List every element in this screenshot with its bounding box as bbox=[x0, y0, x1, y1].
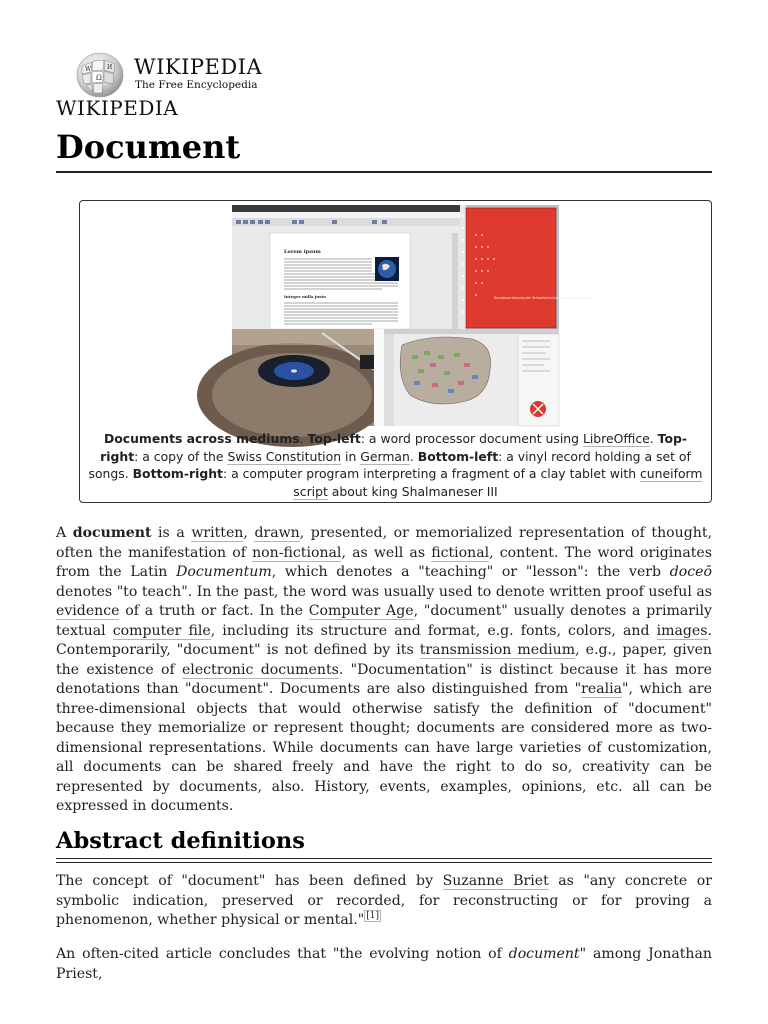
wikipedia-globe-logo[interactable] bbox=[74, 52, 126, 98]
link-fictional[interactable]: fictional bbox=[431, 544, 490, 561]
section-divider-secondary bbox=[56, 862, 712, 863]
caption-label-top-left: Top-left bbox=[307, 431, 361, 446]
term-document: document bbox=[72, 525, 152, 541]
citation-ref-1[interactable]: [1] bbox=[366, 911, 379, 922]
tile-word-processor bbox=[232, 205, 460, 329]
term-documentum: Documentum bbox=[176, 564, 272, 580]
abstract-paragraph-1: The concept of "document" has been defined by Suzanne Briet as "any concrete or symbolic indication, preserved or recorded, for reconstructing or for proving a phenomenon, whether physical or mental." [1] bbox=[56, 873, 712, 928]
section-heading-abstract-definitions: Abstract definitions bbox=[56, 828, 305, 854]
link-written[interactable]: written bbox=[191, 525, 244, 541]
svg-text:И: И bbox=[107, 64, 113, 71]
tile-clay-tablet-software bbox=[384, 329, 559, 426]
tile-swiss-constitution bbox=[460, 205, 592, 329]
term-document-italic: document bbox=[508, 946, 580, 962]
link-libreoffice[interactable]: LibreOffice bbox=[582, 431, 650, 446]
caption-label-bottom-left: Bottom-left bbox=[417, 448, 499, 464]
link-computer-age[interactable]: Computer Age bbox=[308, 603, 414, 619]
term-doceo: doceō bbox=[669, 564, 712, 580]
page-title: Document bbox=[56, 128, 241, 166]
tile-wp-heading2: Integer nulla justo bbox=[284, 294, 326, 299]
caption-label-top-right: Top-right bbox=[100, 431, 688, 464]
site-wordmark-secondary[interactable]: WIKIPEDIA bbox=[56, 96, 179, 120]
tile-constitution-text: Bundesverfassung der Schweizerischen Eidgenossenschaft bbox=[494, 296, 592, 300]
link-evidence[interactable]: evidence bbox=[56, 603, 120, 619]
link-swiss-constitution[interactable]: Swiss Constitution bbox=[227, 448, 342, 464]
infobox-figure bbox=[79, 200, 712, 503]
link-electronic-documents[interactable]: electronic documents bbox=[181, 661, 339, 678]
link-non-fictional[interactable]: non-fictional bbox=[252, 544, 342, 561]
svg-text:Ω: Ω bbox=[96, 74, 102, 82]
link-realia[interactable]: realia bbox=[581, 681, 623, 697]
abstract-paragraph-2: An often-cited article concludes that "the evolving notion of document" among Jonathan Priest, bbox=[56, 946, 712, 982]
intro-paragraph: A document is a written, drawn, presented, or memorialized representation of thought, often the manifestation of non-fictional, as well as fictional, content. The word originates from the Latin Documentum, which denotes a "teaching" or "lesson": the verb doceō denotes "to teach". In the past, the word was usually used to denote written proof useful as evidence of a truth or fact. In the Computer Age, "document" usually denotes a primarily textual computer file, including its structure and format, e.g. fonts, colors, and images. Contemporarily, "document" is not defined by its transmission medium, e.g., paper, given the existence of electronic documents. "Documentation" is distinct because it has more denotations than "document". Documents are also distinguished from "realia", which are three-dimensional objects that would otherwise satisfy the definition of "document" because they memorialize or represent thought; documents are considered more as two-dimensional representations. While documents can have large varieties of customization, all documents can be shared freely and have the right to do so, creativity can be represented by documents, also. History, events, examples, opinions, etc. all can be expressed in documents. bbox=[56, 525, 712, 814]
section-divider bbox=[56, 858, 712, 859]
link-suzanne-briet[interactable]: Suzanne Briet bbox=[442, 873, 549, 889]
document-mosaic-image[interactable] bbox=[232, 205, 592, 426]
link-computer-file[interactable]: computer file bbox=[112, 622, 211, 639]
caption-lead: Documents across mediums bbox=[103, 431, 300, 446]
link-drawn[interactable]: drawn bbox=[254, 525, 300, 541]
caption-label-bottom-right: Bottom-right bbox=[132, 466, 223, 481]
link-images[interactable]: images bbox=[656, 622, 708, 639]
site-wordmark[interactable]: WIKIPEDIA bbox=[134, 55, 263, 79]
svg-text:W: W bbox=[85, 66, 92, 73]
figure-caption: Documents across mediums. Top-left: a word processor document using LibreOffice. Top-right: a copy of the Swiss Constitution in German. Bottom-left: a vinyl record holding a set of songs. Bottom-right: a computer program interpreting a fragment of a clay tablet with cuneiform script about king Shalmaneser III bbox=[88, 431, 703, 499]
link-german[interactable]: German bbox=[360, 448, 410, 464]
link-cuneiform-script[interactable]: cuneiform script bbox=[293, 466, 703, 499]
link-transmission-medium[interactable]: transmission medium bbox=[419, 642, 576, 658]
tile-wp-heading1: Lorem ipsum bbox=[284, 249, 321, 255]
title-divider bbox=[56, 171, 712, 173]
site-tagline: The Free Encyclopedia bbox=[135, 79, 258, 91]
